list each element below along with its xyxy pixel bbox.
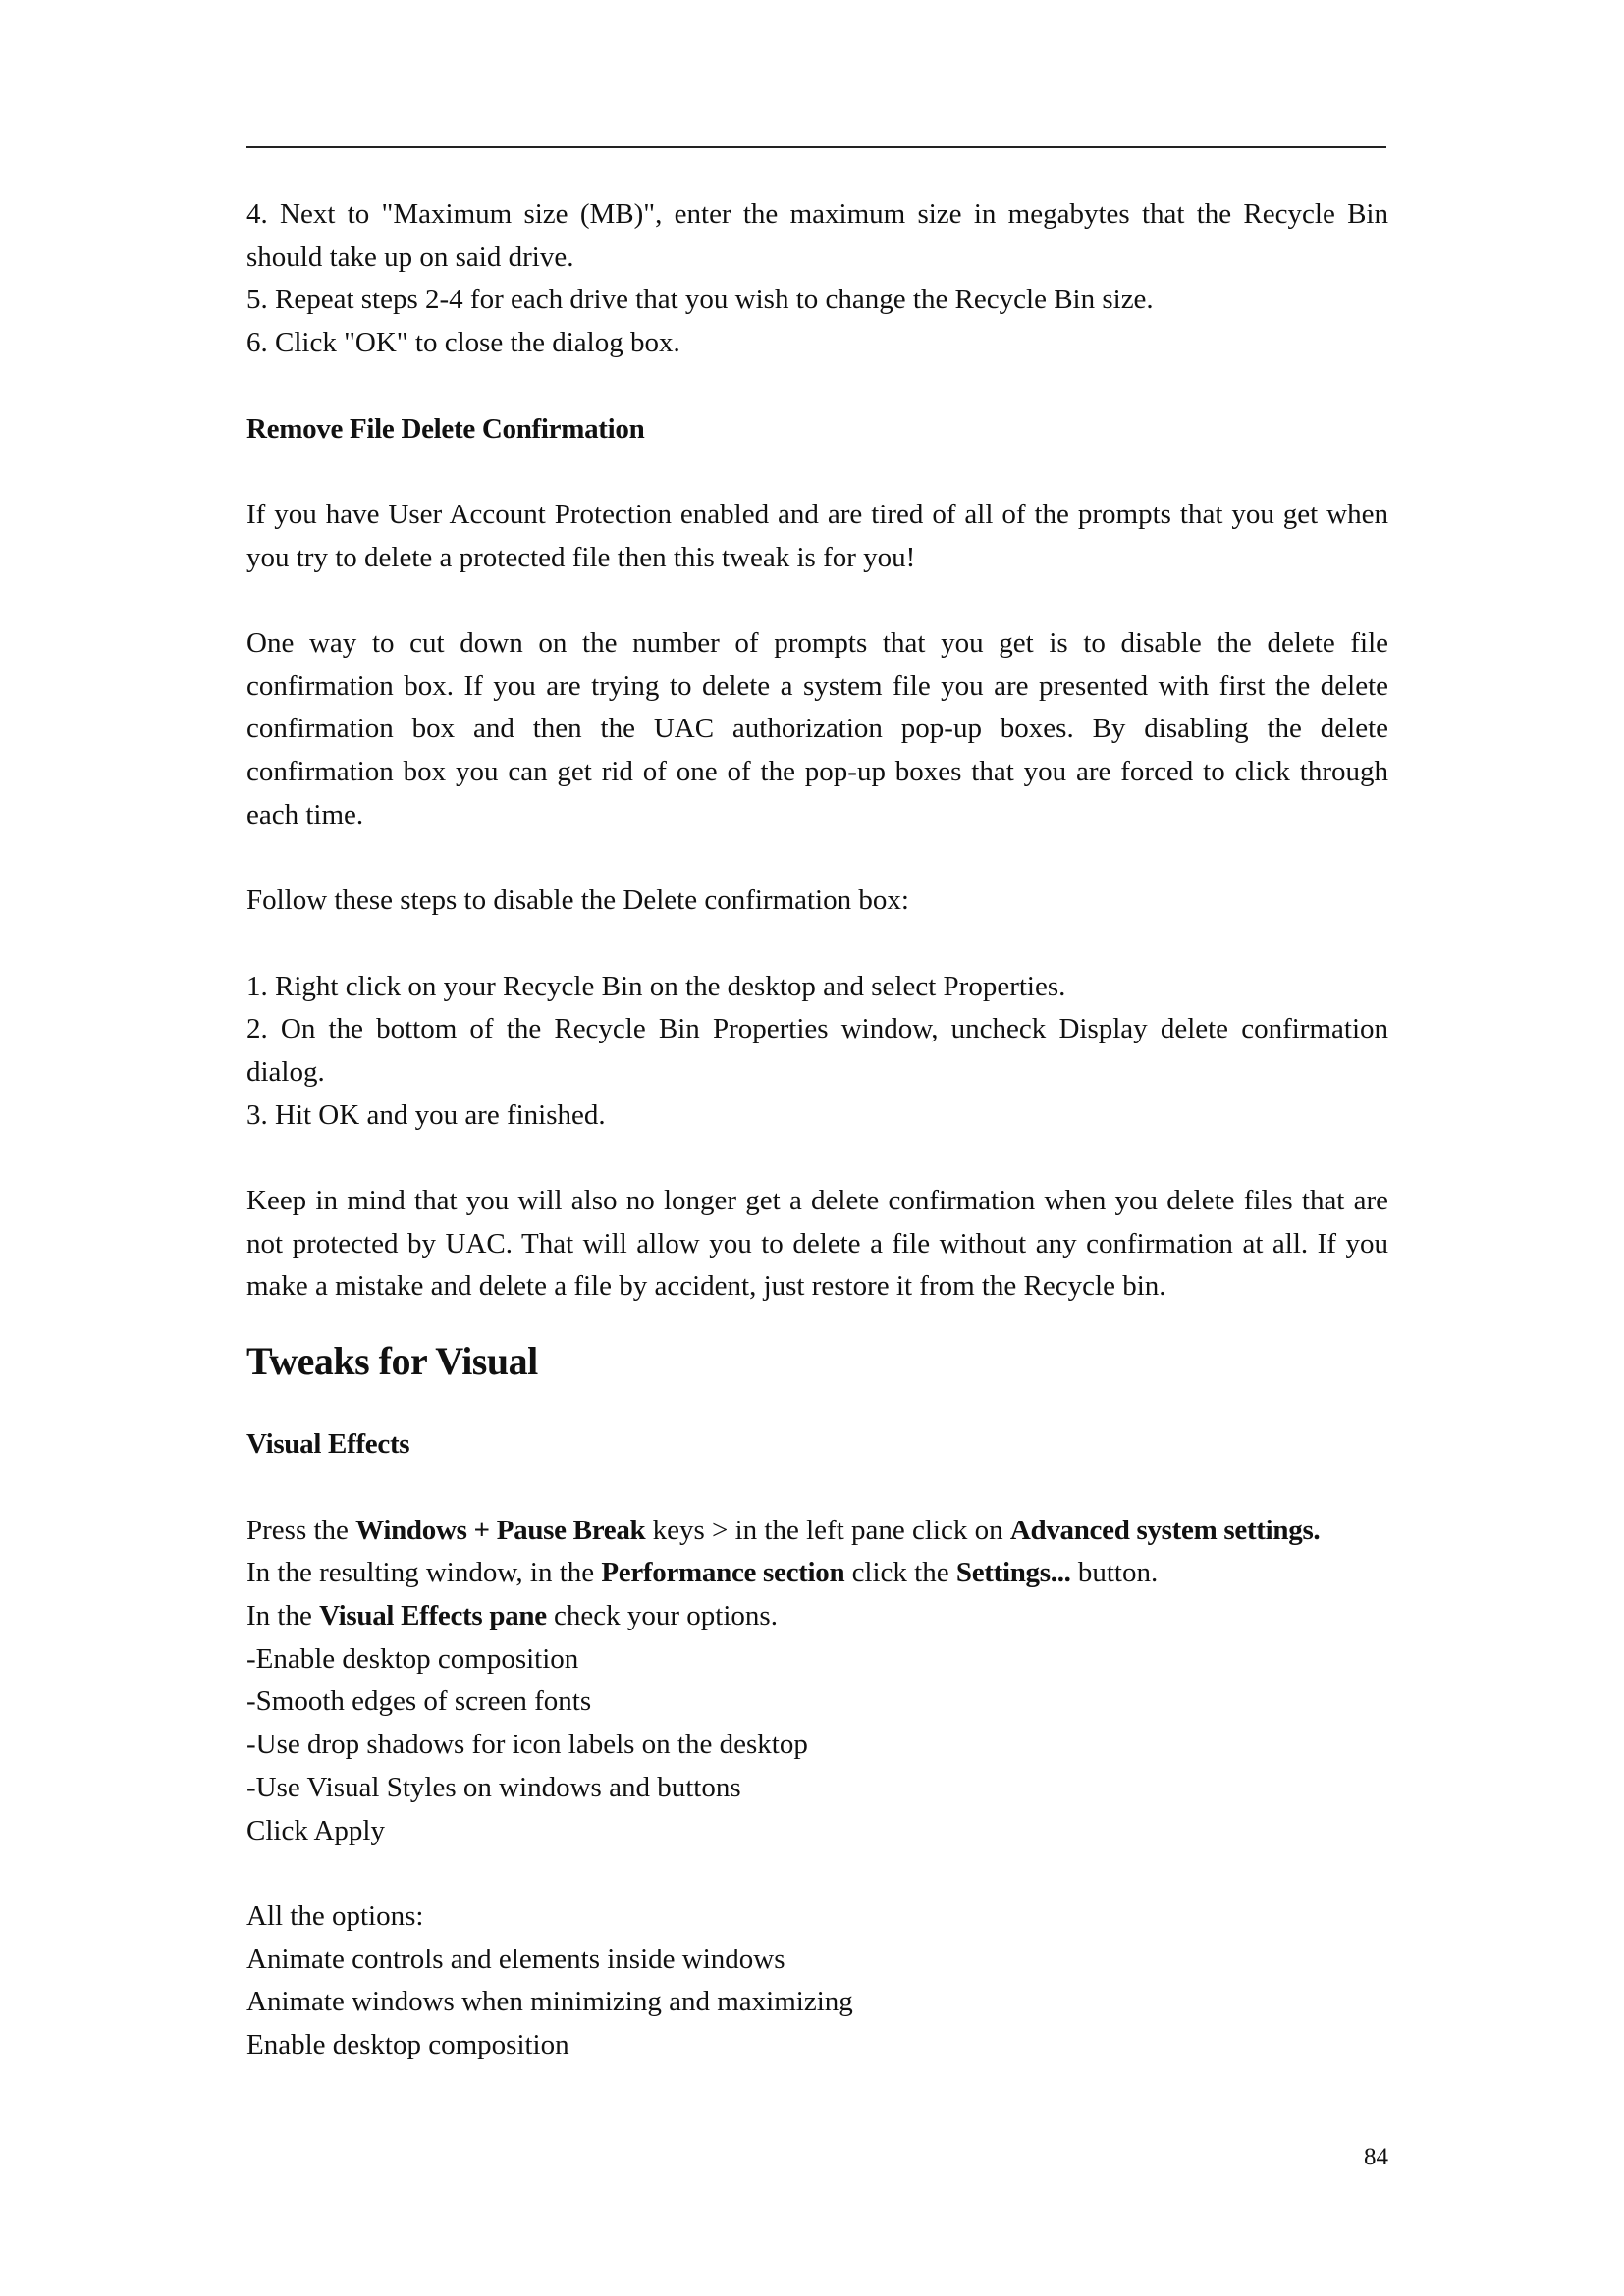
click-apply: Click Apply: [246, 1814, 385, 1846]
remove-step-2: 2. On the bottom of the Recycle Bin Properties window, uncheck Display delete confirmation dialog.: [246, 1013, 1388, 1088]
visual-effects-heading: Visual Effects: [246, 1428, 410, 1461]
option-item: Animate windows when minimizing and maximizing: [246, 1986, 853, 2018]
checked-option: -Enable desktop composition: [246, 1642, 579, 1675]
option-item: Enable desktop composition: [246, 2029, 569, 2060]
step-4: 4. Next to "Maximum size (MB)", enter the maximum size in megabytes that the Recycle Bin should take up on said drive.: [246, 198, 1388, 273]
all-options-label: All the options:: [246, 1899, 424, 1932]
remove-confirmation-heading: Remove File Delete Confirmation: [246, 412, 645, 445]
remove-confirmation-explanation: One way to cut down on the number of prompts that you get is to disable the delete file confirmation box. If you are trying to delete a system file you are presented with first the delete confirmation box and then the UAC authorization pop-up boxes. By disabling the delete confirmation box you can get rid of one of the pop-up boxes that you are forced to click through each time.: [246, 626, 1388, 830]
visual-effects-line-1: Press the Windows + Pause Break keys > in the left pane click on Advanced system settings.: [246, 1514, 1321, 1546]
page-number: 84: [1364, 2144, 1388, 2170]
page-content: [246, 193, 1388, 2067]
visual-effects-line-3: In the Visual Effects pane check your options.: [246, 1599, 778, 1631]
step-5: 5. Repeat steps 2-4 for each drive that you wish to change the Recycle Bin size.: [246, 284, 1154, 316]
section-title: Tweaks for Visual: [246, 1339, 538, 1384]
remove-step-3: 3. Hit OK and you are finished.: [246, 1098, 606, 1131]
option-item: Animate controls and elements inside windows: [246, 1943, 785, 1975]
remove-confirmation-intro: If you have User Account Protection enabled and are tired of all of the prompts that you get when you try to delete a protected file then this tweak is for you!: [246, 498, 1388, 573]
checked-option: -Use Visual Styles on windows and buttons: [246, 1771, 741, 1803]
visual-effects-line-2: In the resulting window, in the Performance section click the Settings... button.: [246, 1557, 1159, 1589]
remove-confirmation-follow: Follow these steps to disable the Delete confirmation box:: [246, 884, 909, 917]
header-rule: [246, 146, 1386, 148]
remove-confirmation-note: Keep in mind that you will also no longer get a delete confirmation when you delete files that are not protected by UAC. That will allow you to delete a file without any confirmation at all. If you make a mistake and delete a file by accident, just restore it from the Recycle bin.: [246, 1185, 1388, 1303]
checked-option: -Smooth edges of screen fonts: [246, 1685, 592, 1718]
step-6: 6. Click "OK" to close the dialog box.: [246, 327, 680, 359]
checked-option: -Use drop shadows for icon labels on the desktop: [246, 1729, 808, 1761]
remove-step-1: 1. Right click on your Recycle Bin on the desktop and select Properties.: [246, 970, 1066, 1002]
